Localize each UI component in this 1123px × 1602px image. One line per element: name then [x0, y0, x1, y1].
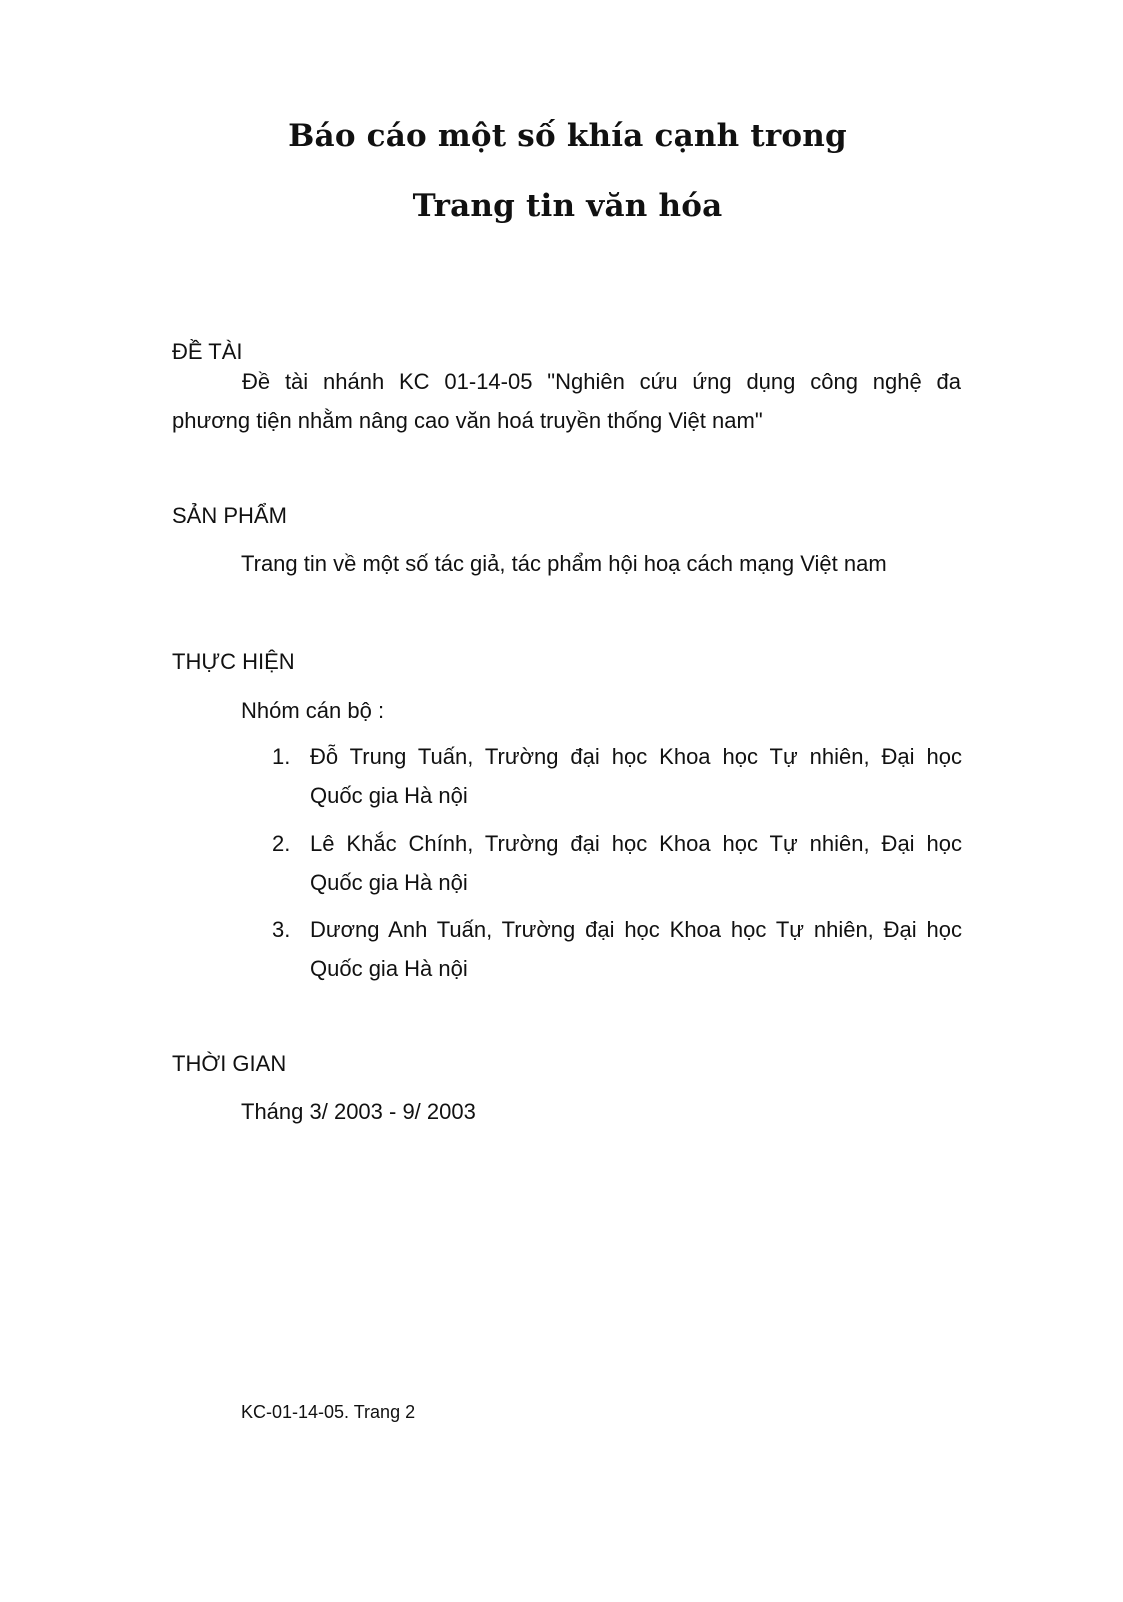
- list-item-line-2: Quốc gia Hà nội: [310, 956, 468, 981]
- section-body-thoi-gian: Tháng 3/ 2003 - 9/ 2003: [241, 1099, 476, 1124]
- list-item-number: 2.: [272, 831, 291, 856]
- section-heading-thuc-hien: THỰC HIỆN: [172, 649, 295, 674]
- de-tai-line-1: Đề tài nhánh KC 01-14-05 "Nghiên cứu ứng dụng công nghệ đa: [242, 369, 961, 394]
- section-body-san-pham: Trang tin về một số tác giả, tác phẩm hội hoạ cách mạng Việt nam: [241, 551, 887, 576]
- list-item-line-1: Dương Anh Tuấn, Trường đại học Khoa học Tự nhiên, Đại học: [310, 917, 962, 942]
- section-heading-de-tai: ĐỀ TÀI: [172, 339, 243, 364]
- list-item: [272, 824, 962, 902]
- list-item-line-2: Quốc gia Hà nội: [310, 870, 468, 895]
- list-item-number: 3.: [272, 917, 291, 942]
- list-item-line-1: Lê Khắc Chính, Trường đại học Khoa học Tự nhiên, Đại học: [310, 831, 962, 856]
- section-heading-san-pham: SẢN PHẨM: [172, 503, 287, 528]
- document-title-line-1: Báo cáo một số khía cạnh trong: [288, 118, 847, 154]
- de-tai-line-2: phương tiện nhằm nâng cao văn hoá truyền thống Việt nam": [172, 408, 763, 433]
- section-heading-thoi-gian: THỜI GIAN: [172, 1051, 287, 1076]
- document-title-line-2: Trang tin văn hóa: [412, 188, 723, 224]
- list-item-line-1: Đỗ Trung Tuấn, Trường đại học Khoa học Tự nhiên, Đại học: [310, 744, 962, 769]
- list-item: [272, 737, 962, 815]
- section-body-de-tai: [172, 362, 961, 440]
- list-item: [272, 910, 962, 988]
- group-label: Nhóm cán bộ :: [241, 698, 385, 723]
- list-item-line-2: Quốc gia Hà nội: [310, 783, 468, 808]
- page-footer: KC-01-14-05. Trang 2: [241, 1402, 416, 1422]
- list-item-number: 1.: [272, 744, 291, 769]
